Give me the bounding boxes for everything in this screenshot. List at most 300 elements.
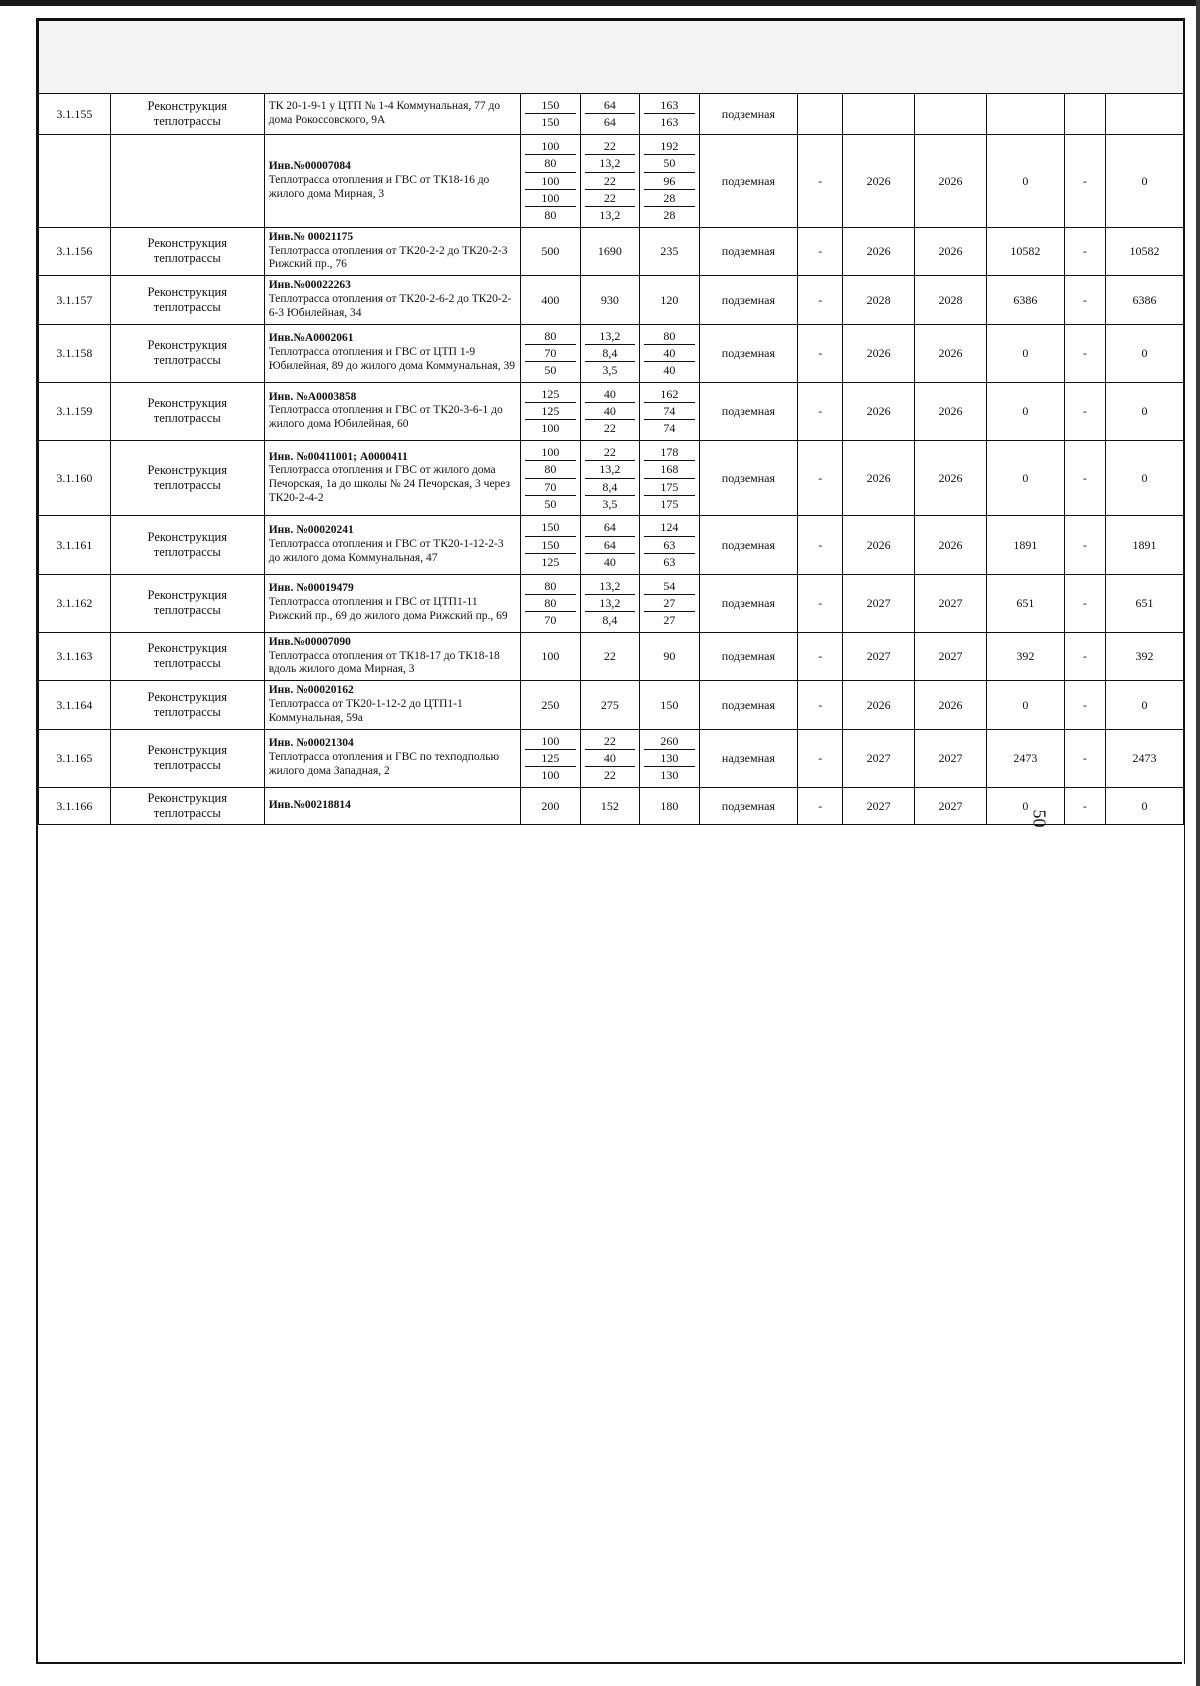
- value-cell-value: 235: [660, 244, 679, 259]
- dash-cell: -: [1064, 382, 1105, 440]
- value-cell: [640, 276, 700, 324]
- value-cell-value: 74: [663, 421, 676, 436]
- table-row: [39, 382, 1184, 440]
- cost-cell: 1891: [986, 516, 1064, 574]
- value-cell: [640, 787, 700, 824]
- end-year: 2026: [915, 134, 987, 227]
- inventory-number: Инв.№ 00021175: [268, 230, 354, 243]
- laying-type: подземная: [699, 227, 797, 275]
- dash-cell: -: [798, 729, 843, 787]
- length-cell-value: 22: [603, 421, 616, 436]
- start-year: 2027: [843, 729, 915, 787]
- value-cell-value: 178: [644, 444, 695, 461]
- col-header: [39, 21, 1184, 94]
- diameter-cell-value: 100: [525, 138, 576, 155]
- object-description: [264, 324, 520, 382]
- dash-cell: [798, 94, 843, 135]
- laying-type: подземная: [699, 787, 797, 824]
- diameter-cell: [521, 94, 581, 135]
- length-cell-value: 930: [600, 292, 619, 307]
- dash-cell: -: [1064, 516, 1105, 574]
- cost-cell: 392: [986, 632, 1064, 680]
- diameter-cell: [521, 574, 581, 632]
- diameter-cell-value: 500: [541, 244, 560, 259]
- row-number: 3.1.161: [39, 516, 111, 574]
- row-number: 3.1.159: [39, 382, 111, 440]
- dash-cell: -: [798, 632, 843, 680]
- length-cell-value: 22: [585, 444, 636, 461]
- diameter-cell-value: 80: [525, 461, 576, 478]
- value-cell: [640, 729, 700, 787]
- start-year: 2026: [843, 134, 915, 227]
- table-row: [39, 574, 1184, 632]
- total-cell: 1891: [1105, 516, 1183, 574]
- total-cell: 0: [1105, 324, 1183, 382]
- value-cell-value: 27: [644, 595, 695, 612]
- end-year: 2027: [915, 787, 987, 824]
- scan-right-edge: [1196, 0, 1200, 1686]
- value-cell-value: 74: [644, 403, 695, 420]
- table-row: [39, 276, 1184, 324]
- diameter-cell-value: 100: [541, 768, 560, 783]
- object-text: Теплотрасса отопления и ГВС от ТК20-1-12-2-3 до жилого дома Коммунальная, 47: [268, 538, 504, 564]
- length-cell-value: 3,5: [602, 363, 618, 378]
- row-number: 3.1.156: [39, 227, 111, 275]
- length-cell: [580, 574, 640, 632]
- value-cell-value: 27: [663, 613, 676, 628]
- diameter-cell-value: 50: [544, 363, 557, 378]
- length-cell: [580, 787, 640, 824]
- table-row: [39, 681, 1184, 729]
- dash-cell: -: [1064, 227, 1105, 275]
- dash-cell: -: [1064, 729, 1105, 787]
- laying-type: надземная: [699, 729, 797, 787]
- inventory-number: Инв. №00020162: [268, 684, 354, 697]
- laying-type: подземная: [699, 94, 797, 135]
- diameter-cell-value: 125: [525, 750, 576, 767]
- object-description: [264, 440, 520, 516]
- dash-cell: -: [1064, 134, 1105, 227]
- laying-type: подземная: [699, 574, 797, 632]
- length-cell-value: 8,4: [585, 479, 636, 496]
- value-cell-value: 54: [644, 578, 695, 595]
- table-row: [39, 632, 1184, 680]
- diameter-cell-value: 70: [525, 479, 576, 496]
- row-number: 3.1.162: [39, 574, 111, 632]
- value-cell: [640, 574, 700, 632]
- reconstruction-table: [38, 20, 1184, 825]
- length-cell-value: 40: [585, 750, 636, 767]
- row-number: 3.1.164: [39, 681, 111, 729]
- cost-cell: [986, 94, 1064, 135]
- object-text: Теплотрасса отопления и ГВС от ТК18-16 до жилого дома Мирная, 3: [268, 173, 490, 200]
- length-cell: [580, 276, 640, 324]
- table-row: [39, 134, 1184, 227]
- length-cell: [580, 227, 640, 275]
- value-cell: [640, 227, 700, 275]
- work-type: Реконструкция теплотрассы: [110, 440, 264, 516]
- value-cell: [640, 440, 700, 516]
- table-row: [39, 440, 1184, 516]
- diameter-cell-value: 70: [525, 345, 576, 362]
- cost-cell: 10582: [986, 227, 1064, 275]
- work-type: Реконструкция теплотрассы: [110, 227, 264, 275]
- work-type: Реконструкция теплотрассы: [110, 787, 264, 824]
- row-number: 3.1.157: [39, 276, 111, 324]
- end-year: 2026: [915, 516, 987, 574]
- end-year: 2026: [915, 681, 987, 729]
- object-description: [264, 729, 520, 787]
- length-cell-value: 13,2: [585, 155, 636, 172]
- object-text: Теплотрасса отопления от ТК20-2-6-2 до ТК20-2-6-3 Юбилейная, 34: [268, 292, 512, 319]
- diameter-cell-value: 150: [525, 97, 576, 114]
- total-cell: 392: [1105, 632, 1183, 680]
- value-cell-value: 120: [660, 292, 679, 307]
- start-year: 2027: [843, 632, 915, 680]
- value-cell-value: 80: [644, 328, 695, 345]
- diameter-cell: [521, 729, 581, 787]
- work-type: Реконструкция теплотрассы: [110, 729, 264, 787]
- diameter-cell-value: 70: [544, 613, 557, 628]
- page-number: 50: [1029, 809, 1050, 828]
- table-row: [39, 324, 1184, 382]
- length-cell: [580, 324, 640, 382]
- row-number: 3.1.163: [39, 632, 111, 680]
- inventory-number: Инв.№00007090: [268, 635, 351, 648]
- work-type: Реконструкция теплотрассы: [110, 632, 264, 680]
- laying-type: подземная: [699, 134, 797, 227]
- object-description: [264, 787, 520, 824]
- work-type: Реконструкция теплотрассы: [110, 574, 264, 632]
- object-text: Теплотрасса отопления и ГВС от ТК20-3-6-1 до жилого дома Юбилейная, 60: [268, 404, 503, 431]
- length-cell-value: 64: [585, 537, 636, 554]
- cost-cell: 0: [986, 787, 1064, 824]
- length-cell: [580, 632, 640, 680]
- value-cell-value: 175: [660, 497, 679, 512]
- inventory-number: Инв.№00007084: [268, 160, 351, 173]
- dash-cell: -: [798, 681, 843, 729]
- dash-cell: -: [798, 787, 843, 824]
- diameter-cell-value: 100: [525, 444, 576, 461]
- value-cell-value: 28: [663, 208, 676, 223]
- inventory-number: Инв.№00022263: [268, 279, 351, 292]
- cost-cell: 0: [986, 681, 1064, 729]
- value-cell-value: 175: [644, 479, 695, 496]
- value-cell: [640, 632, 700, 680]
- start-year: 2027: [843, 787, 915, 824]
- work-type: Реконструкция теплотрассы: [110, 324, 264, 382]
- diameter-cell-value: 100: [525, 173, 576, 190]
- value-cell-value: 28: [644, 190, 695, 207]
- diameter-cell: [521, 632, 581, 680]
- dash-cell: [1064, 94, 1105, 135]
- total-cell: [1105, 94, 1183, 135]
- value-cell-value: 163: [660, 115, 679, 130]
- length-cell-value: 275: [600, 697, 619, 712]
- dash-cell: -: [798, 516, 843, 574]
- object-description: [264, 382, 520, 440]
- dash-cell: -: [798, 324, 843, 382]
- diameter-cell: [521, 276, 581, 324]
- length-cell-value: 22: [585, 173, 636, 190]
- end-year: 2027: [915, 729, 987, 787]
- diameter-cell-value: 100: [525, 190, 576, 207]
- value-cell-value: 130: [644, 750, 695, 767]
- length-cell-value: 22: [585, 190, 636, 207]
- object-description: [264, 276, 520, 324]
- dash-cell: -: [798, 574, 843, 632]
- row-number: 3.1.160: [39, 440, 111, 516]
- length-cell-value: 13,2: [585, 578, 636, 595]
- scan-top-edge: [0, 0, 1200, 6]
- end-year: 2026: [915, 382, 987, 440]
- value-cell: [640, 94, 700, 135]
- object-description: [264, 94, 520, 135]
- row-number: 3.1.166: [39, 787, 111, 824]
- value-cell-value: 50: [644, 155, 695, 172]
- inventory-number: Инв. №А0003858: [268, 390, 357, 403]
- dash-cell: -: [798, 382, 843, 440]
- value-cell: [640, 382, 700, 440]
- work-type: Реконструкция теплотрассы: [110, 94, 264, 135]
- cost-cell: 0: [986, 324, 1064, 382]
- total-cell: 651: [1105, 574, 1183, 632]
- end-year: 2026: [915, 227, 987, 275]
- diameter-cell: [521, 516, 581, 574]
- object-description: [264, 227, 520, 275]
- diameter-cell: [521, 681, 581, 729]
- value-cell-value: 40: [644, 345, 695, 362]
- total-cell: 10582: [1105, 227, 1183, 275]
- row-number: 3.1.158: [39, 324, 111, 382]
- object-description: [264, 516, 520, 574]
- start-year: 2026: [843, 382, 915, 440]
- dash-cell: -: [798, 134, 843, 227]
- diameter-cell-value: 125: [525, 386, 576, 403]
- length-cell-value: 64: [585, 97, 636, 114]
- length-cell-value: 64: [585, 519, 636, 536]
- table-row: [39, 94, 1184, 135]
- value-cell-value: 96: [644, 173, 695, 190]
- total-cell: 0: [1105, 134, 1183, 227]
- object-description: [264, 681, 520, 729]
- diameter-cell: [521, 440, 581, 516]
- diameter-cell-value: 250: [541, 697, 560, 712]
- length-cell: [580, 134, 640, 227]
- laying-type: подземная: [699, 324, 797, 382]
- work-type: [110, 134, 264, 227]
- total-cell: 0: [1105, 787, 1183, 824]
- cost-cell: 0: [986, 382, 1064, 440]
- object-text: Теплотрасса отопления от ТК20-2-2 до ТК20-2-3 Рижский пр., 76: [268, 244, 508, 271]
- diameter-cell: [521, 227, 581, 275]
- diameter-cell-value: 100: [541, 649, 560, 664]
- diameter-cell-value: 125: [525, 403, 576, 420]
- dash-cell: -: [1064, 440, 1105, 516]
- total-cell: 0: [1105, 382, 1183, 440]
- length-cell-value: 1690: [597, 244, 622, 259]
- dash-cell: -: [1064, 276, 1105, 324]
- value-cell: [640, 134, 700, 227]
- length-cell: [580, 516, 640, 574]
- laying-type: подземная: [699, 440, 797, 516]
- length-cell-value: 13,2: [585, 461, 636, 478]
- diameter-cell-value: 125: [541, 555, 560, 570]
- inventory-number: Инв. №00021304: [268, 737, 354, 750]
- diameter-cell-value: 80: [544, 208, 557, 223]
- diameter-cell-value: 80: [525, 578, 576, 595]
- diameter-cell-value: 50: [544, 497, 557, 512]
- length-cell-value: 13,2: [585, 328, 636, 345]
- row-number: 3.1.155: [39, 94, 111, 135]
- value-cell-value: 168: [644, 461, 695, 478]
- diameter-cell-value: 80: [525, 155, 576, 172]
- length-cell-value: 22: [585, 138, 636, 155]
- value-cell-value: 192: [644, 138, 695, 155]
- object-description: [264, 632, 520, 680]
- inventory-number: Инв.№00218814: [268, 798, 351, 811]
- value-cell-value: 40: [663, 363, 676, 378]
- dash-cell: -: [1064, 787, 1105, 824]
- dash-cell: -: [1064, 632, 1105, 680]
- length-cell-value: 13,2: [599, 208, 621, 223]
- dash-cell: -: [1064, 574, 1105, 632]
- length-cell-value: 40: [585, 403, 636, 420]
- start-year: 2026: [843, 324, 915, 382]
- laying-type: подземная: [699, 382, 797, 440]
- object-text: Теплотрасса отопления и ГВС от ЦТП 1-9 Юбилейная, 89 до жилого дома Коммунальная, 39: [268, 346, 515, 372]
- diameter-cell-value: 400: [541, 292, 560, 307]
- end-year: [915, 94, 987, 135]
- work-type: Реконструкция теплотрассы: [110, 276, 264, 324]
- start-year: [843, 94, 915, 135]
- bottom-rule: [36, 1662, 1182, 1664]
- length-cell-value: 152: [600, 798, 619, 813]
- table-row: [39, 227, 1184, 275]
- start-year: 2027: [843, 574, 915, 632]
- diameter-cell: [521, 324, 581, 382]
- value-cell-value: 63: [644, 537, 695, 554]
- inventory-number: Инв. №00020241: [268, 524, 354, 537]
- dash-cell: -: [1064, 681, 1105, 729]
- table-row: [39, 516, 1184, 574]
- dash-cell: -: [798, 276, 843, 324]
- cost-cell: 0: [986, 440, 1064, 516]
- diameter-cell-value: 150: [541, 115, 560, 130]
- total-cell: 6386: [1105, 276, 1183, 324]
- cost-cell: 2473: [986, 729, 1064, 787]
- length-cell: [580, 382, 640, 440]
- row-number: 3.1.165: [39, 729, 111, 787]
- start-year: 2026: [843, 227, 915, 275]
- value-cell-value: 63: [663, 555, 676, 570]
- end-year: 2027: [915, 574, 987, 632]
- object-text: Теплотрасса отопления и ГВС от ЦТП1-11 Рижский пр., 69 до жилого дома Рижский пр., 69: [268, 596, 508, 623]
- total-cell: 0: [1105, 440, 1183, 516]
- length-cell-value: 22: [603, 649, 616, 664]
- length-cell: [580, 729, 640, 787]
- length-cell: [580, 681, 640, 729]
- laying-type: подземная: [699, 632, 797, 680]
- inventory-number: Инв. №00411001; А0000411: [268, 450, 408, 463]
- cost-cell: 651: [986, 574, 1064, 632]
- value-cell: [640, 681, 700, 729]
- laying-type: подземная: [699, 681, 797, 729]
- start-year: 2028: [843, 276, 915, 324]
- length-cell-value: 22: [585, 733, 636, 750]
- length-cell-value: 22: [603, 768, 616, 783]
- length-cell-value: 40: [603, 555, 616, 570]
- diameter-cell-value: 80: [525, 328, 576, 345]
- diameter-cell: [521, 134, 581, 227]
- object-text: Теплотрасса от ТК20-1-12-2 до ЦТП1-1 Коммунальная, 59а: [268, 697, 463, 724]
- object-text: Теплотрасса отопления от ТК18-17 до ТК18-18 вдоль жилого дома Мирная, 3: [268, 649, 500, 676]
- work-type: Реконструкция теплотрассы: [110, 516, 264, 574]
- object-text: ТК 20-1-9-1 у ЦТП № 1-4 Коммунальная, 77 до дома Рокоссовского, 9А: [268, 100, 501, 126]
- diameter-cell-value: 200: [541, 798, 560, 813]
- length-cell-value: 64: [603, 115, 616, 130]
- value-cell-value: 260: [644, 733, 695, 750]
- work-type: Реконструкция теплотрассы: [110, 681, 264, 729]
- laying-type: подземная: [699, 276, 797, 324]
- dash-cell: -: [798, 440, 843, 516]
- object-text: Теплотрасса отопления и ГВС от жилого дома Печорская, 1а до школы № 24 Печорская, 3 через ТК20-2-4-2: [268, 464, 511, 504]
- length-cell: [580, 94, 640, 135]
- length-cell-value: 13,2: [585, 595, 636, 612]
- length-cell: [580, 440, 640, 516]
- value-cell: [640, 516, 700, 574]
- table-header: [39, 21, 1184, 94]
- end-year: 2027: [915, 632, 987, 680]
- diameter-cell-value: 150: [525, 519, 576, 536]
- total-cell: 0: [1105, 681, 1183, 729]
- diameter-cell: [521, 382, 581, 440]
- laying-type: подземная: [699, 516, 797, 574]
- value-cell-value: 150: [660, 697, 679, 712]
- table-row: [39, 787, 1184, 824]
- document-sheet: [36, 18, 1185, 1664]
- length-cell-value: 3,5: [602, 497, 618, 512]
- length-cell-value: 8,4: [602, 613, 618, 628]
- diameter-cell: [521, 787, 581, 824]
- diameter-cell-value: 80: [525, 595, 576, 612]
- value-cell-value: 130: [660, 768, 679, 783]
- object-description: [264, 574, 520, 632]
- length-cell-value: 40: [585, 386, 636, 403]
- value-cell-value: 162: [644, 386, 695, 403]
- start-year: 2026: [843, 516, 915, 574]
- table-body: [39, 94, 1184, 825]
- dash-cell: -: [798, 227, 843, 275]
- end-year: 2026: [915, 440, 987, 516]
- diameter-cell-value: 100: [525, 733, 576, 750]
- object-text: Теплотрасса отопления и ГВС по техподполью жилого дома Западная, 2: [268, 751, 500, 778]
- table-row: [39, 729, 1184, 787]
- inventory-number: Инв.№А0002061: [268, 332, 354, 345]
- end-year: 2028: [915, 276, 987, 324]
- object-description: [264, 134, 520, 227]
- inventory-number: Инв. №00019479: [268, 582, 354, 595]
- cost-cell: 6386: [986, 276, 1064, 324]
- start-year: 2026: [843, 440, 915, 516]
- cost-cell: 0: [986, 134, 1064, 227]
- value-cell-value: 124: [644, 519, 695, 536]
- value-cell: [640, 324, 700, 382]
- end-year: 2026: [915, 324, 987, 382]
- value-cell-value: 180: [660, 798, 679, 813]
- start-year: 2026: [843, 681, 915, 729]
- diameter-cell-value: 150: [525, 537, 576, 554]
